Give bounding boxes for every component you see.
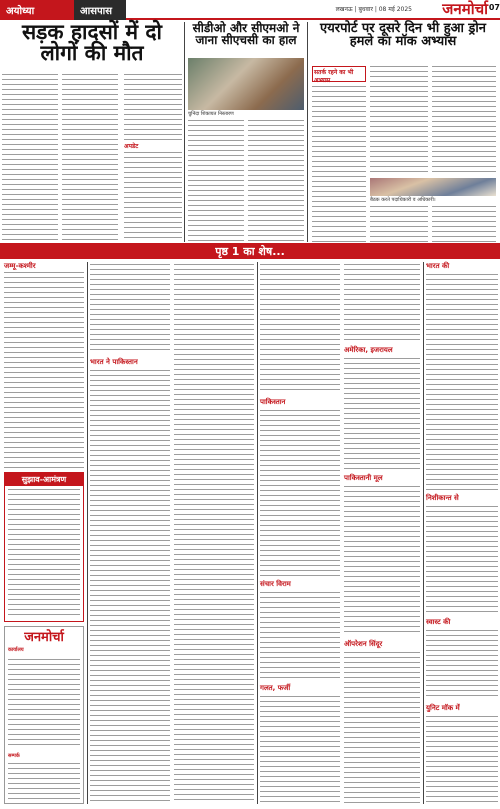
col1-head: जम्मू-कश्मीर bbox=[4, 262, 36, 270]
right-text-col-2b bbox=[370, 206, 428, 242]
right-text-col-1 bbox=[312, 86, 366, 242]
col3-head: पाकिस्तान bbox=[260, 398, 286, 406]
ad-text bbox=[8, 489, 80, 617]
middle-text-col-1 bbox=[188, 120, 244, 242]
middle-headline: सीडीओ और सीएमओ ने जाना सीएचसी का हाल bbox=[192, 21, 300, 48]
lead-headline: सड़क हादसों में दो लोगों की मौत bbox=[21, 20, 162, 66]
right-sidebar-label: सतर्क रहने का भी अभ्यास bbox=[312, 66, 366, 82]
imprint-address-label: कार्यालय bbox=[8, 647, 24, 653]
col3-text-d bbox=[260, 696, 340, 804]
col4-text-b bbox=[344, 358, 420, 470]
col5-text-a bbox=[426, 274, 498, 490]
col4c-head: पाकिस्तानी मूल bbox=[344, 474, 383, 482]
column-rule bbox=[184, 22, 185, 242]
col5-head: भारत की bbox=[426, 262, 450, 270]
col4-text-d bbox=[344, 652, 420, 804]
col3c-head: गलत, फर्जी bbox=[260, 684, 291, 692]
col4-text-c bbox=[344, 486, 420, 636]
lead-text-col-1 bbox=[2, 74, 58, 242]
masthead-right bbox=[126, 0, 500, 20]
right-headline: एयरपोर्ट पर दूसरे दिन भी हुआ ड्रोन हमले का मॉक अभ्यास bbox=[320, 21, 486, 50]
col2-text-b bbox=[90, 370, 170, 804]
col3-text-b bbox=[260, 410, 340, 576]
masthead-bar bbox=[0, 0, 500, 20]
page-number: 07 bbox=[488, 3, 500, 12]
column-rule bbox=[307, 22, 308, 242]
issue-date: लखनऊ | बुधवार | 08 मई 2025 bbox=[335, 6, 412, 13]
middle-photo bbox=[188, 58, 304, 110]
right-text-col-2 bbox=[370, 66, 428, 176]
middle-photo-caption: चुनिंदा शिकायत निस्तारण bbox=[188, 111, 234, 117]
continued-banner: पृष्ठ 1 का शेष... bbox=[0, 243, 500, 259]
right-text-col-3 bbox=[432, 66, 496, 176]
lead-text-col-3b bbox=[124, 152, 182, 242]
col5-text-b bbox=[426, 506, 498, 614]
imprint-contact-text bbox=[8, 763, 80, 801]
right-photo bbox=[370, 178, 496, 196]
col2-text-a bbox=[90, 264, 170, 354]
lead-text-col-2 bbox=[62, 74, 118, 242]
column-rule bbox=[423, 262, 424, 804]
column-rule bbox=[257, 262, 258, 804]
column-rule bbox=[87, 262, 88, 804]
imprint-brand: जनमोर्चा bbox=[24, 630, 64, 645]
section-tag-aaspaas: आसपास bbox=[74, 0, 126, 20]
lead-subhead: अपडेट bbox=[124, 143, 139, 150]
col2b-text bbox=[174, 264, 254, 804]
ad-title: सुझाव-आमंत्रण bbox=[5, 473, 83, 486]
col4b-head: ऑपरेशन सिंदूर bbox=[344, 640, 383, 648]
col3-text-a bbox=[260, 264, 340, 394]
right-text-col-3b bbox=[432, 206, 496, 242]
newspaper-brand: जनमोर्चा bbox=[442, 0, 488, 18]
col4-head: अमेरिका, इजरायल bbox=[344, 346, 393, 354]
col5-text-d bbox=[426, 716, 498, 804]
sidebar-ad bbox=[4, 472, 84, 622]
col5c-head: स्वास्ट की bbox=[426, 618, 451, 626]
col3b-head: संचार विराम bbox=[260, 580, 291, 588]
imprint-box bbox=[4, 626, 84, 804]
section-tag-ayodhya: अयोध्या bbox=[0, 0, 74, 20]
col5b-head: निशीकान्त से bbox=[426, 494, 459, 502]
col5d-head: युनिट मॉक में bbox=[426, 704, 460, 712]
col4-text-a bbox=[344, 264, 420, 342]
col5-text-c bbox=[426, 630, 498, 700]
col3-text-c bbox=[260, 592, 340, 680]
imprint-text bbox=[8, 659, 80, 749]
imprint-contact-label: सम्पर्क bbox=[8, 753, 20, 759]
right-photo-caption: बैठक करते पदाधिकारी व अधिकारी। bbox=[370, 197, 436, 203]
col2-head: भारत ने पाकिस्तान bbox=[90, 358, 138, 366]
middle-text-col-2 bbox=[248, 120, 304, 242]
col1-text bbox=[4, 272, 84, 470]
lead-text-col-3a bbox=[124, 74, 182, 140]
